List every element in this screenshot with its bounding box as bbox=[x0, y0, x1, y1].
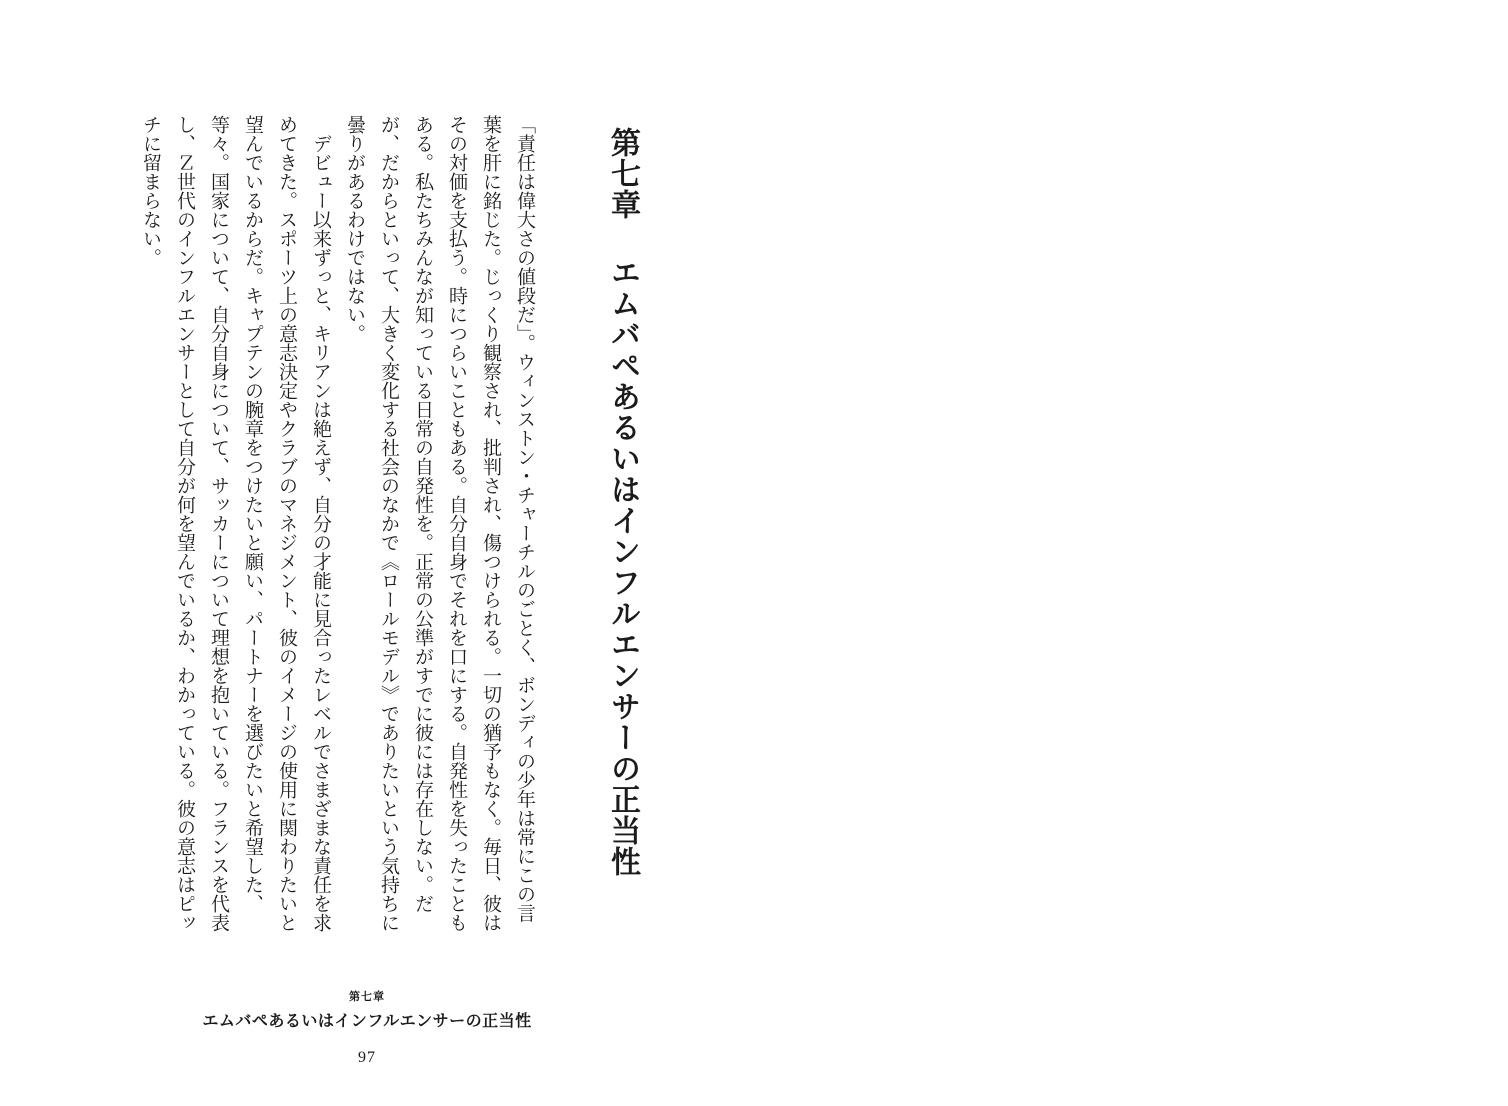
footer-chapter-title: エムバペあるいはインフルエンサーの正当性 bbox=[202, 1013, 532, 1030]
chapter-heading bbox=[600, 127, 644, 907]
body-text bbox=[127, 115, 541, 935]
page-number: 97 bbox=[358, 1049, 376, 1066]
paragraph-1: 「責任は偉大さの値段だ」。ウィンストン・チャーチルのごとく、ボンディの少年は常にこの言葉を肝に銘じた。じっくり観察され、批判され、傷つけられる。一切の猶予もなく。毎日、彼はその対価を支払う。時につらいこともある。自分自身でそれを口にする。自発性を失ったこともある。私たちみんなが知っている日常の自発性を。正常の公準がすでに彼には存在しない。だが、だからといって、大きく変化する社会のなかで《ロールモデル》でありたいという気持ちに曇りがあるわけではない。 bbox=[344, 115, 535, 932]
footer-chapter-label: 第七章 bbox=[349, 991, 385, 1003]
chapter-number-label: 第七章 bbox=[606, 127, 639, 220]
chapter-title: エムバペあるいはインフルエンサーの正当性 bbox=[606, 256, 639, 877]
page-footer bbox=[117, 991, 617, 1067]
paragraph-2: デビュー以来ずっと、キリアンは絶えず、自分の才能に見合ったレベルでさまざまな責任を求めてきた。スポーツ上の意志決定やクラブのマネジメント、彼のイメージの使用に関わりたいと望んでいるからだ。キャプテンの腕章をつけたいと願い、パートナーを選びたいと希望した、等々。国家について、自分自身について、サッカーについて理想を抱いている。フランスを代表し、Ｚ世代のインフルエンサーとして自分が何を望んでいるか、わかっている。彼の意志はピッチに留まらない。 bbox=[140, 115, 331, 932]
